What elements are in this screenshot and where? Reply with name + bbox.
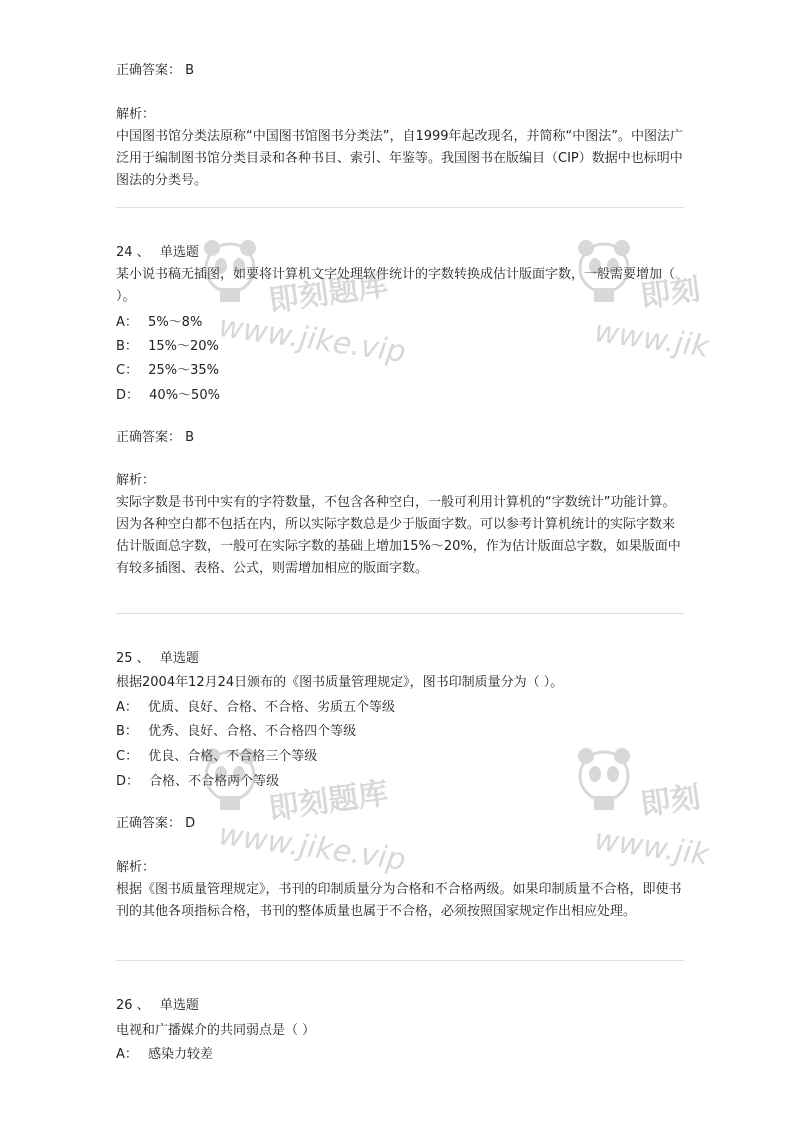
question-number: 26 、 [116,998,150,1013]
option-text: 优质、良好、合格、不合格、劣质五个等级 [148,700,396,715]
question-header-26 [116,995,684,1017]
option-key: D： [116,388,140,403]
answer-value: B [185,430,195,445]
option-b-25[interactable] [116,721,684,743]
answer-25 [116,813,684,835]
question-number: 25 、 [116,651,150,666]
option-text: 优良、合格、不合格三个等级 [148,749,318,764]
answer-label: 正确答案： [116,63,182,78]
question-type: 单选题 [159,651,199,666]
option-d-25[interactable] [116,771,684,793]
answer-value: D [185,816,196,831]
option-b-24[interactable] [116,336,684,358]
option-key: C： [116,363,139,378]
prev-analysis-label: 解析： [116,107,156,122]
divider [116,613,684,614]
question-header-25 [116,648,684,670]
option-a-24[interactable] [116,312,684,334]
question-stem-26: 电视和广播媒介的共同弱点是（ ） [116,1023,316,1038]
analysis-text-24: 实际字数是书刊中实有的字符数量，不包含各种空白，一般可利用计算机的“字数统计”功能计算。因为各种空白都不包括在内，所以实际字数总是少于版面字数。可以参考计算机统计的实际字数来估计版面总字数，一般可在实际字数的基础上增加15%～20%，作为估计版面总字数，如果版面中有较多插图、表格、公式，则需增加相应的版面字数。 [116,495,681,576]
prev-analysis-text: 中国图书馆分类法原称“中国图书馆图书分类法”，自1999年起改现名，并简称“中图法”。中图法广泛用于编制图书馆分类目录和各种书目、索引、年鉴等。我国图书在版编目（CIP）数据中也标明中图法的分类号。 [116,129,684,188]
question-header-24 [116,242,684,264]
answer-value: B [185,63,195,78]
answer-label: 正确答案： [116,816,182,831]
watermark-brand: 即刻题库 [266,267,391,320]
question-stem-25: 根据2004年12月24日颁布的《图书质量管理规定》，图书印制质量分为（ ）。 [116,675,564,690]
divider [116,960,684,961]
analysis-label-25: 解析： [116,860,156,875]
watermark-url: www.jik [592,314,712,365]
option-text: 40%～50% [149,388,220,403]
option-key: B： [116,339,138,354]
answer-label: 正确答案： [116,430,182,445]
option-key: A： [116,1047,138,1062]
option-key: A： [116,315,138,330]
prev-answer [116,60,684,82]
option-d-24[interactable] [116,385,684,407]
question-type: 单选题 [159,245,199,260]
watermark-brand: 即刻 [638,779,703,823]
option-c-24[interactable] [116,360,684,382]
divider [116,207,684,208]
watermark-url: www.jik [592,822,712,873]
option-key: C： [116,749,139,764]
watermark-url: www.jike.vip [216,817,408,878]
option-a-26[interactable] [116,1044,684,1066]
watermark-brand: 即刻 [638,271,703,315]
option-text: 优秀、良好、合格、不合格四个等级 [148,724,357,739]
question-stem-24: 某小说书稿无插图，如要将计算机文字处理软件统计的字数转换成估计版面字数，一般需要增加（ ）。 [116,267,676,304]
option-text: 5%～8% [148,315,203,330]
option-text: 合格、不合格两个等级 [149,774,280,789]
watermark-url: www.jike.vip [216,309,408,370]
question-number: 24 、 [116,245,150,260]
option-key: A： [116,700,138,715]
option-key: D： [116,774,140,789]
answer-24 [116,427,684,449]
analysis-label-24: 解析： [116,473,156,488]
option-text: 15%～20% [148,339,219,354]
watermark-brand: 即刻题库 [266,775,391,828]
option-text: 25%～35% [148,363,220,378]
question-type: 单选题 [159,998,199,1013]
option-c-25[interactable] [116,746,684,768]
analysis-text-25: 根据《图书质量管理规定》，书刊的印制质量分为合格和不合格两级。如果印制质量不合格，即使书刊的其他各项指标合格，书刊的整体质量也属于不合格，必须按照国家规定作出相应处理。 [116,882,682,919]
option-a-25[interactable] [116,697,684,719]
option-text: 感染力较差 [148,1047,214,1062]
option-key: B： [116,724,138,739]
